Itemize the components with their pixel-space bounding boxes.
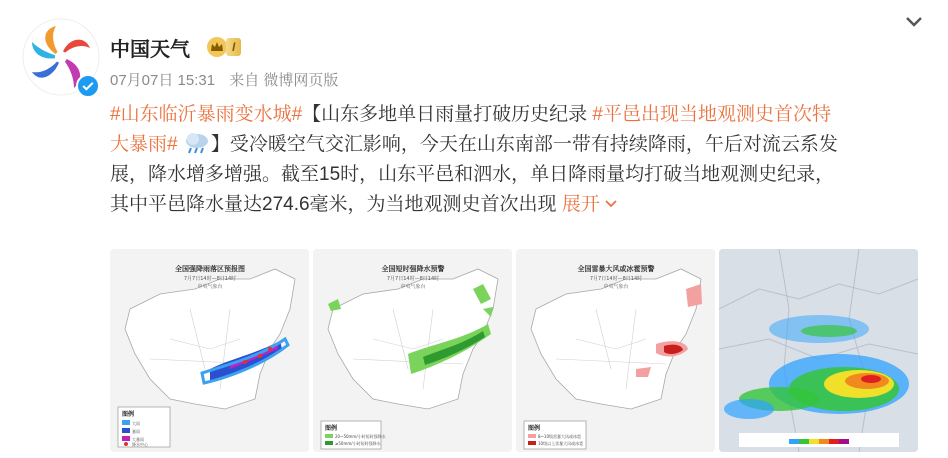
text-segment: 其中平邑降水量达274.6毫米，为当地观测史首次出现: [110, 194, 562, 215]
topic-link-1[interactable]: #山东临沂暴雨变水城#: [110, 104, 303, 125]
legend-label: 8~10级雷暴大风或冰雹: [538, 434, 581, 439]
crown-icon: [206, 36, 228, 58]
text-segment: 】受冷暖空气交汇影响，今天在山东南部一带有持续降雨，午后对流云系发: [210, 134, 838, 155]
map-agency: 中央气象台: [197, 284, 223, 290]
legend-label: 10级以上雷暴大风或冰雹: [538, 441, 584, 446]
map-subtitle: 7月7日14时—8日14时: [183, 276, 237, 282]
radar-image: [719, 249, 918, 452]
rain-forecast-map: [110, 249, 309, 452]
text-line: 展，降水增多增强。截至15时，山东平邑和泗水，单日降雨量均打破当地观测史纪录，: [110, 164, 835, 185]
chevron-down-icon[interactable]: [904, 14, 924, 30]
verified-badge-icon: [76, 74, 100, 98]
post-date[interactable]: 07月07日 15:31: [110, 72, 216, 89]
image-thumbnail-2[interactable]: [313, 249, 512, 452]
map-title: 全国强降雨落区预报图: [175, 265, 245, 273]
map-agency: 中央气象台: [603, 284, 629, 290]
expand-link[interactable]: 展开: [561, 194, 600, 215]
map-subtitle: 7月7日14时—8日14时: [386, 276, 440, 282]
vip-badge[interactable]: [206, 36, 241, 58]
short-term-rain-warning-map: [313, 249, 512, 452]
legend-label: 20~50mm/小时短时强降水: [335, 434, 386, 439]
map-agency: 中央气象台: [400, 284, 426, 290]
vip-level: I: [226, 38, 241, 56]
legend-label: 暴雨: [132, 429, 140, 434]
image-thumbnail-1[interactable]: [110, 249, 309, 452]
map-subtitle: 7月7日14时—8日14时: [589, 276, 643, 282]
text-segment: 【山东多地单日雨量打破历史纪录: [302, 104, 593, 125]
image-thumbnail-3[interactable]: [516, 249, 715, 452]
author-name[interactable]: 中国天气: [110, 39, 190, 61]
legend-label: 大暴雨: [132, 437, 144, 442]
legend-label: ≥50mm/小时短时强降水: [335, 441, 381, 446]
post-text: [110, 100, 930, 220]
rain-cloud-icon: [183, 131, 211, 155]
legend-label: 降水中心: [132, 442, 148, 447]
image-grid: [110, 249, 918, 452]
thunderstorm-warning-map: [516, 249, 715, 452]
legend-title: 图例: [122, 411, 135, 418]
expand-chevron-icon[interactable]: [605, 199, 617, 209]
post-source: 来自 微博网页版: [229, 72, 339, 89]
legend-label: 大雨: [132, 421, 140, 426]
topic-link-2[interactable]: #平邑出现当地观测史首次特: [592, 104, 831, 125]
post-meta: [110, 69, 348, 90]
legend-title: 图例: [325, 425, 338, 432]
map-title: 全国短时强降水预警: [381, 265, 445, 273]
topic-link-2-cont[interactable]: 大暴雨#: [110, 134, 178, 155]
map-title: 全国雷暴大风或冰雹预警: [577, 265, 655, 273]
image-thumbnail-4[interactable]: [719, 249, 918, 452]
legend-title: 图例: [528, 425, 541, 432]
